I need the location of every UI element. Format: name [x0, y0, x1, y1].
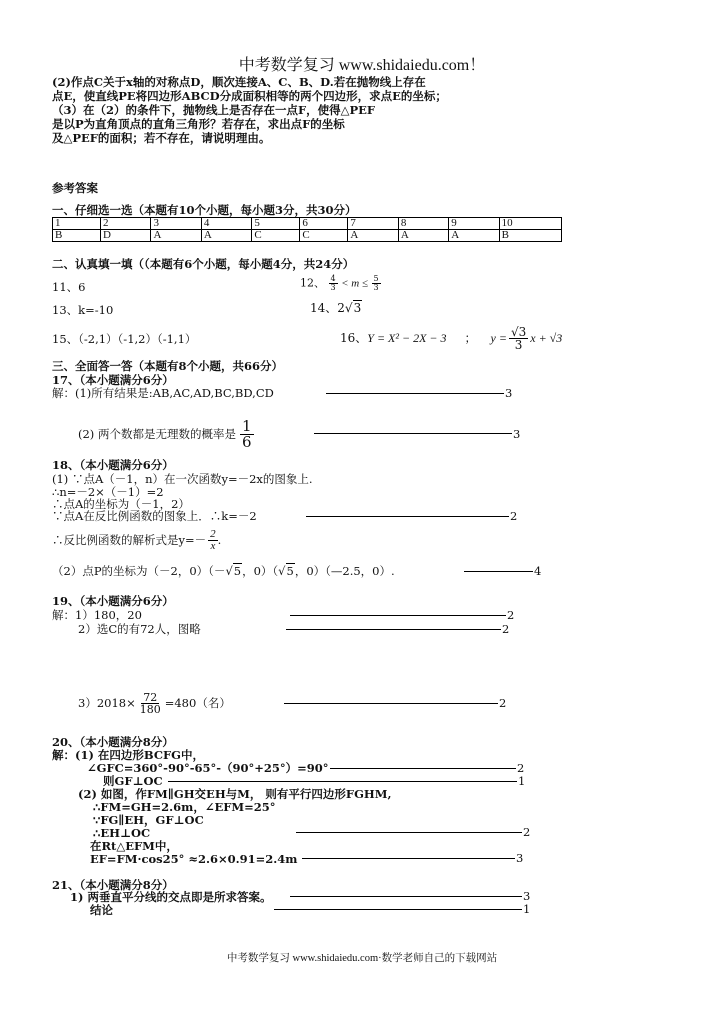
- q20-line9: EF=FM·cos25° ≈2.6×0.91=2.4m: [90, 852, 298, 866]
- q17-2-text: (2) 两个数都是无理数的概率是: [78, 427, 236, 441]
- score-dash-line: [168, 781, 517, 782]
- q18-line4-score: 2: [510, 509, 518, 523]
- score-dash-line: [286, 629, 501, 630]
- score-dash-line: [330, 768, 516, 769]
- q12-label: 12、: [300, 276, 325, 290]
- table-cell: D: [101, 230, 151, 242]
- problem-part2-line1: (2)作点C关于x轴的对称点D，顺次连接A、C、B、D.若在抛物线上存在: [52, 75, 426, 89]
- q18-line6-score: 4: [534, 564, 542, 578]
- table-cell: C: [300, 230, 348, 242]
- table-row: [53, 230, 562, 242]
- q19-line2-score: 2: [502, 622, 510, 636]
- q20-line6: ∵FG∥EH，GF⊥OC: [93, 813, 204, 827]
- q20-line1: 解：(1) 在四边形BCFG中，: [52, 748, 204, 762]
- q18-line2: ∴n=－2×（－1）=2: [52, 485, 164, 499]
- table-cell: 7: [348, 218, 398, 230]
- problem-part3-line1: （3）在（2）的条件下，抛物线上是否存在一点F，使得△PEF: [52, 103, 376, 117]
- q17-title: 17、（本小题满分6分）: [52, 373, 174, 387]
- table-cell: 5: [252, 218, 300, 230]
- answer-table: [52, 217, 562, 242]
- table-cell: 1: [53, 218, 101, 230]
- q12-fraction-upper: $\frac{5}{3}$: [373, 274, 379, 292]
- score-dash-line: [284, 703, 498, 704]
- section2-title: 二、认真填一填（（本题有6个小题，每小题4分，共24分）: [52, 257, 355, 271]
- q14-radicand: 3: [353, 301, 362, 315]
- table-cell: 3: [151, 218, 201, 230]
- q18-title: 18、（本小题满分6分）: [52, 458, 174, 472]
- q17-line2: [78, 416, 254, 452]
- answer-q12: [300, 275, 381, 292]
- q21-line1-score: 3: [523, 889, 531, 903]
- q18-line5: [52, 526, 221, 554]
- q21-title: 21、（本小题满分8分）: [52, 878, 174, 892]
- q18-5-text: ∴反比例函数的解析式是y=－: [52, 533, 207, 547]
- page-footer: 中考数学复习 www.shidaiedu.com·数学老师自己的下载网站: [226, 953, 498, 964]
- q18-line6: （2）点P的坐标为（－2，0）（－√5，0）（√5，0）（—2.5，0）.: [52, 564, 395, 578]
- table-cell: A: [348, 230, 398, 242]
- q18-5-fraction: $\frac{2}{x}$: [210, 527, 216, 552]
- q19-3-post: =480（名）: [164, 696, 231, 710]
- q19-line3: [78, 686, 231, 720]
- table-cell: 10: [499, 218, 561, 230]
- section1-title: 一、仔细选一选（本题有10个小题，每小题3分，共30分）: [52, 203, 357, 217]
- score-dash-line: [464, 571, 533, 572]
- answer-q14: 14、2√3: [310, 301, 362, 315]
- q20-line7: ∴EH⊥OC: [93, 826, 151, 840]
- q21-line1: 1) 两垂直平分线的交点即是所求答案。: [70, 890, 272, 904]
- score-dash-line: [306, 516, 509, 517]
- q16-fraction: $\frac{√3}{3}$: [510, 324, 527, 352]
- answer-q11: 11、6: [52, 280, 86, 294]
- score-dash-line: [296, 832, 522, 833]
- answer-q15: 15、（-2,1）（-1,2）（-1,1）: [52, 332, 197, 346]
- table-cell: A: [398, 230, 448, 242]
- q20-line4: (2) 如图，作FM∥GH交EH与M， 则有平行四边形FGHM,: [78, 787, 392, 801]
- problem-part3-line2: 是以P为直角顶点的直角三角形？若存在，求出点F的坐标: [52, 117, 345, 131]
- table-cell: A: [151, 230, 201, 242]
- answer-q16: [340, 322, 562, 354]
- q16-tail: x + √3: [530, 331, 563, 345]
- q20-line5: ∴FM=GH=2.6m，∠EFM=25°: [93, 800, 276, 814]
- q19-3-fraction: $\frac{72}{180}$: [139, 690, 161, 716]
- table-cell: 2: [101, 218, 151, 230]
- q17-line1-score: 3: [505, 386, 513, 400]
- q20-line2: ∠GFC=360°-90°-65°-（90°+25°）=90°: [87, 761, 329, 775]
- table-cell: A: [449, 230, 499, 242]
- q21-line2-score: 1: [523, 902, 531, 916]
- table-cell: 9: [449, 218, 499, 230]
- problem-part2-line2: 点E，使直线PE将四边形ABCD分成面积相等的两个四边形，求点E的坐标；: [52, 89, 447, 103]
- answers-title: 参考答案: [52, 181, 98, 195]
- q20-line2-score: 2: [517, 761, 525, 775]
- q17-2-fraction: $\frac{1}{6}$: [241, 416, 252, 451]
- score-dash-line: [290, 896, 522, 897]
- q19-line3-score: 2: [499, 696, 507, 710]
- q16-equation1: Y = X² − 2X − 3: [367, 331, 447, 345]
- q20-line8: 在Rt△EFM中，: [90, 839, 178, 853]
- q18-line4: ∵点A在反比例函数的图象上．∴k=－2: [52, 509, 257, 523]
- q18-5-post: .: [217, 533, 222, 547]
- q18-6-part-a: （2）点P的坐标为（－2，0）（－: [52, 564, 226, 578]
- q20-line3-score: 1: [518, 774, 526, 788]
- q21-line2: 结论: [90, 903, 113, 917]
- q18-line1: (1) ∵点A（－1，n）在一次函数y=－2x的图象上.: [52, 472, 313, 486]
- score-dash-line: [290, 615, 506, 616]
- q16-separator: ；: [464, 331, 477, 345]
- q19-3-text: 3）2018×: [78, 696, 136, 710]
- q18-line3: ∴点A的坐标为（－1，2）: [52, 497, 190, 511]
- table-cell: 6: [300, 218, 348, 230]
- q12-fraction-lower: $\frac{4}{3}$: [330, 274, 336, 292]
- answer-q13: 13、k=-10: [52, 303, 114, 317]
- q18-6-part-b: ，0）（: [242, 564, 279, 578]
- q20-title: 20、（本小题满分8分）: [52, 735, 174, 749]
- table-cell: A: [201, 230, 251, 242]
- q18-6-radicand1: 5: [233, 564, 242, 578]
- table-cell: B: [499, 230, 561, 242]
- table-row: [53, 218, 562, 230]
- score-dash-line: [274, 909, 522, 910]
- q16-label: 16、: [340, 331, 368, 345]
- score-dash-line: [302, 858, 515, 859]
- page-header: 中考数学复习 www.shidaiedu.com！: [238, 57, 486, 74]
- q19-line1-score: 2: [507, 608, 515, 622]
- q20-line3: 则GF⊥OC: [103, 774, 163, 788]
- q18-6-radicand2: 5: [286, 564, 294, 578]
- q17-line2-score: 3: [513, 427, 521, 441]
- section3-title: 三、全面答一答（本题有8个小题，共66分）: [52, 359, 284, 373]
- q18-6-part-c: ，0）（—2.5，0）.: [294, 564, 395, 578]
- q20-line9-score: 3: [516, 851, 524, 865]
- q20-line7-score: 2: [523, 825, 531, 839]
- q19-line1: 解：1）180，20: [52, 608, 142, 622]
- q14-label: 14、2: [310, 301, 345, 315]
- table-cell: C: [252, 230, 300, 242]
- score-dash-line: [326, 393, 504, 394]
- problem-part3-line3: 及△PEF的面积；若不存在，请说明理由。: [52, 131, 271, 145]
- q19-line2: 2）选C的有72人，图略: [78, 622, 201, 636]
- q19-title: 19、（本小题满分6分）: [52, 594, 174, 608]
- table-cell: B: [53, 230, 101, 242]
- q12-mid: < m ≤: [341, 277, 368, 290]
- q16-y: y =: [490, 331, 507, 345]
- q17-line1: 解：(1)所有结果是:AB,AC,AD,BC,BD,CD: [52, 386, 274, 400]
- table-cell: 8: [398, 218, 448, 230]
- score-dash-line: [314, 433, 512, 434]
- table-cell: 4: [201, 218, 251, 230]
